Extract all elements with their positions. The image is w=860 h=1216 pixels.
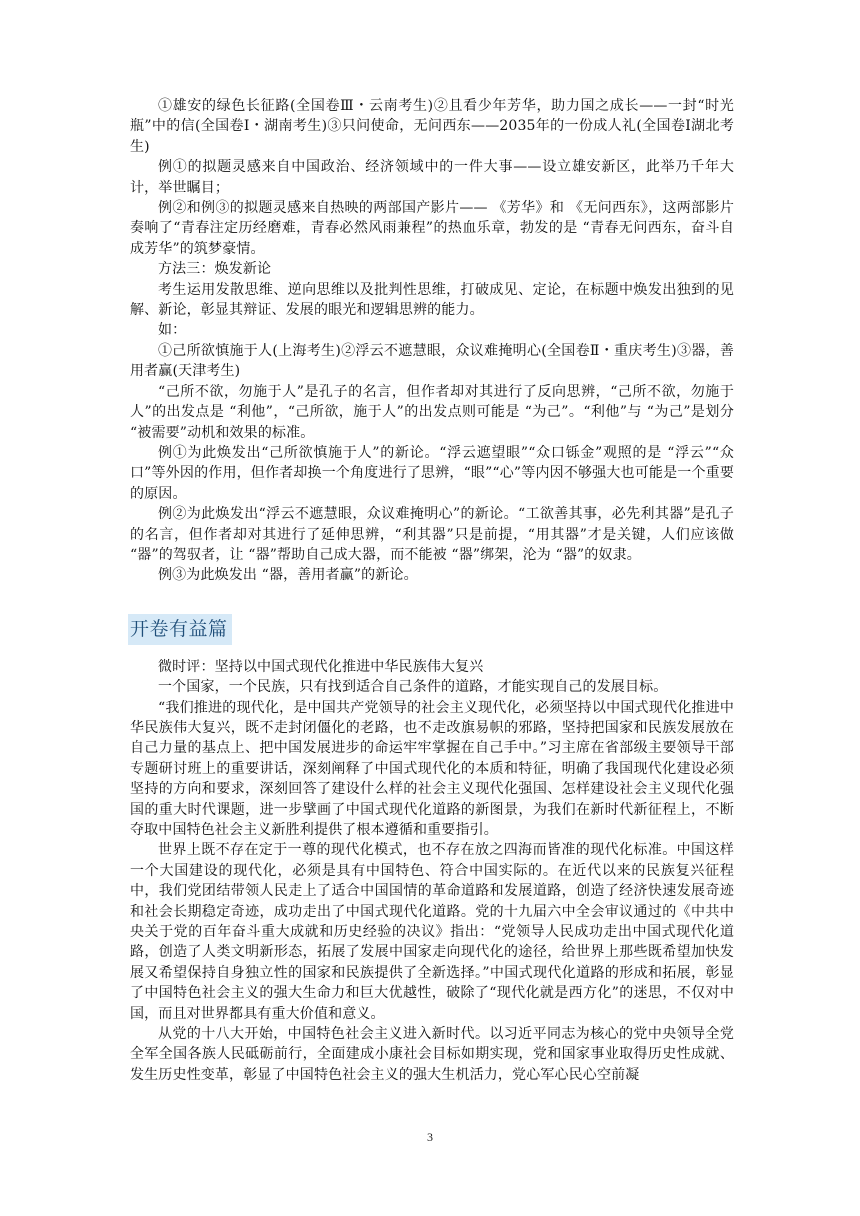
paragraph: ①雄安的绿色长征路(全国卷Ⅲ・云南考生)②且看少年芳华，助力国之成长——一封“时光瓶”中的信(全国卷Ⅰ・湖南考生)③只问使命，无问西东——2035年的一份成人礼(全国卷Ⅰ湖北考生) [130, 98, 734, 155]
paragraph: 例①为此焕发出“己所欲慎施于人”的新论。“浮云遮望眼”“众口铄金”观照的是 “浮云”“众口”等外因的作用，但作者却换一个角度进行了思辨，“眼”“心”等内因不够强大也可能是一个重要的原因。 [130, 444, 734, 502]
paragraph: 例②为此焕发出“浮云不遮慧眼，众议难掩明心”的新论。“工欲善其事，必先利其器”是孔子的名言，但作者却对其进行了延伸思辨，“利其器”只是前提，“用其器”才是关键，人们应该做 “器”的驾驭者，让 “器”帮助自己成大器，而不能被 “器”绑架，沦为 “器”的奴隶。 [130, 506, 734, 563]
paragraph: 一个国家，一个民族，只有找到适合自己条件的道路，才能实现自己的发展目标。 [158, 679, 668, 696]
paragraph: “己所不欲，勿施于人”是孔子的名言，但作者却对其进行了反向思辨，“己所不欲，勿施于人”的出发点是 “利他”，“己所欲，施于人”的出发点则可能是 “为己”。“利他”与 “为己”是划分 “被需要”动机和效果的标准。 [130, 383, 734, 441]
paragraph: 例③为此焕发出 “器，善用者赢”的新论。 [158, 567, 418, 584]
section-methods [130, 96, 734, 586]
paragraph: 考生运用发散思维、逆向思维以及批判性思维，打破成见、定论，在标题中焕发出独到的见解、新论，彰显其辩证、发展的眼光和逻辑思辨的能力。 [130, 281, 734, 319]
paragraph: 从党的十八大开始，中国特色社会主义进入新时代。以习近平同志为核心的党中央领导全党全军全国各族人民砥砺前行，全面建成小康社会目标如期实现，党和国家事业取得历史性成就、发生历史性变革，彰显了中国特色社会主义的强大生机活力，党心军心民心空前凝 [130, 1026, 734, 1083]
paragraph: 例①的拟题灵感来自中国政治、经济领域中的一件大事——设立雄安新区，此举乃千年大计，举世瞩目； [130, 159, 734, 196]
paragraph: ①己所欲慎施于人(上海考生)②浮云不遮慧眼，众议难掩明心(全国卷Ⅱ・重庆考生)③器，善用者赢(天津考生) [130, 342, 734, 380]
section-reading [130, 657, 734, 1086]
paragraph: 方法三：焕发新论 [158, 261, 272, 278]
paragraph: “我们推进的现代化，是中国共产党领导的社会主义现代化，必须坚持以中国式现代化推进中华民族伟大复兴，既不走封闭僵化的老路，也不走改旗易帜的邪路，坚持把国家和民族发展放在自己力量的基点上、把中国发展进步的命运牢牢掌握在自己手中。”习主席在省部级主要领导干部专题研讨班上的重要讲话，深刻阐释了中国式现代化的本质和特征，明确了我国现代化建设必须坚持的方向和要求，深刻回答了建设什么样的社会主义现代化强国、怎样建设社会主义现代化强国的重大时代课题，进一步擘画了中国式现代化道路的新图景，为我们在新时代新征程上，不断夺取中国特色社会主义新胜利提供了根本遵循和重要指引。 [130, 699, 734, 838]
page-number: 3 [427, 1130, 433, 1144]
paragraph: 微时评：坚持以中国式现代化推进中华民族伟大复兴 [158, 658, 484, 675]
paragraph: 例②和例③的拟题灵感来自热映的两部国产影片—— 《芳华》和 《无问西东》，这两部影片奏响了“青春注定历经磨难，青春必然风雨兼程”的热血乐章，勃发的是 “青春无问西东，奋斗自成芳华”的筑梦豪情。 [130, 200, 734, 257]
section-heading: 开卷有益篇 [128, 614, 232, 645]
paragraph: 如： [158, 322, 187, 339]
document-page [130, 96, 734, 1085]
paragraph: 世界上既不存在定于一尊的现代化模式，也不存在放之四海而皆准的现代化标准。中国这样一个大国建设的现代化，必须是具有中国特色、符合中国实际的。在近代以来的民族复兴征程中，我们党团结带领人民走上了适合中国国情的革命道路和发展道路，创造了经济快速发展奇迹和社会长期稳定奇迹，成功走出了中国式现代化道路。党的十九届六中全会审议通过的《中共中央关于党的百年奋斗重大成就和历史经验的决议》指出：“党领导人民成功走出中国式现代化道路，创造了人类文明新形态，拓展了发展中国家走向现代化的途径，给世界上那些既希望加快发展又希望保持自身独立性的国家和民族提供了全新选择。”中国式现代化道路的形成和拓展，彰显了中国特色社会主义的强大生命力和巨大优越性，破除了“现代化就是西方化”的迷思，不仅对中国，而且对世界都具有重大价值和意义。 [130, 842, 734, 1022]
